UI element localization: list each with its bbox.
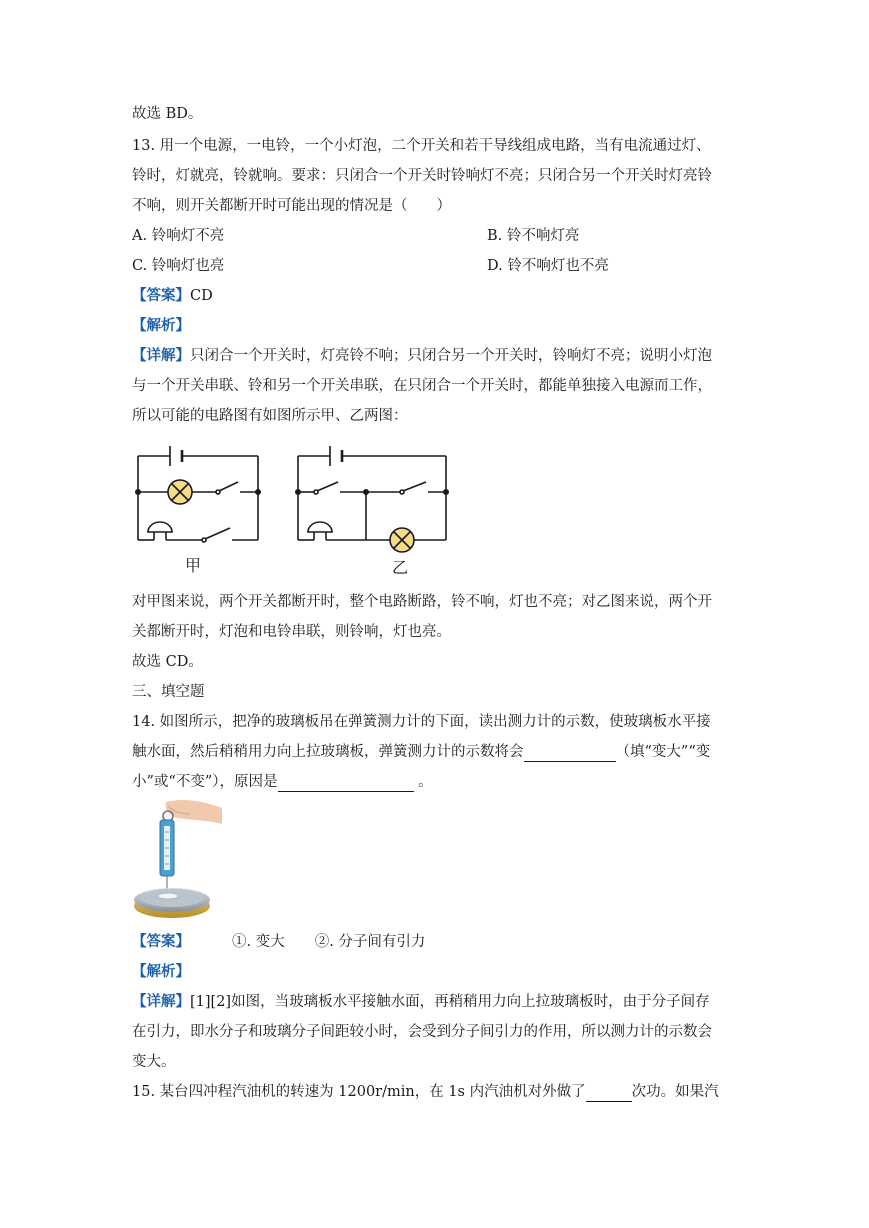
q14-stem-text: 触水面，然后稍稍用力向上拉玻璃板，弹簧测力计的示数将会	[132, 744, 524, 760]
q13-detail-line3: 所以可能的电路图有如图所示甲、乙两图：	[132, 408, 408, 424]
q13-analysis-line	[132, 316, 190, 336]
q13-after-line2: 关都断开时，灯泡和电铃串联，则铃响，灯也亮。	[132, 624, 451, 640]
q14-detail-line2: 在引力，即水分子和玻璃分子间距较小时，会受到分子间引力的作用，所以测力计的示数会	[132, 1024, 712, 1040]
glass-plate-icon	[158, 893, 178, 899]
q14-stem-text: 。	[413, 774, 433, 790]
q14-analysis-line	[132, 962, 190, 982]
q14-detail-line1	[132, 992, 710, 1012]
q13-conclusion: 故选 CD。	[132, 654, 203, 670]
q13-option-b: B. 铃不响灯亮	[487, 228, 580, 244]
q13-stem-line3: 不响，则开关都断开时可能出现的情况是（ ）	[132, 198, 451, 214]
switch-icon	[219, 482, 238, 491]
q14-stem-line1: 14. 如图所示，把净的玻璃板吊在弹簧测力计的下面，读出测力计的示数，使玻璃板水平接	[132, 714, 711, 730]
spring-scale-photo	[130, 798, 226, 920]
q13-detail-line2: 与一个开关串联、铃和另一个开关串联，在只闭合一个开关时，都能单独接入电源而工作，	[132, 378, 712, 394]
switch-icon	[317, 482, 338, 491]
q15-stem-line1	[132, 1082, 719, 1102]
bell-icon	[308, 522, 332, 532]
circuit-jia	[136, 446, 260, 542]
q13-answer-line	[132, 286, 213, 306]
circuit-yi	[296, 446, 448, 552]
q14-answer-2: ②. 分子间有引力	[314, 934, 426, 950]
q14-detail-text1: [1][2]如图，当玻璃板水平接触水面，再稍稍用力向上拉玻璃板时，由于分子间存	[190, 994, 710, 1010]
figure-label-yi: 乙	[392, 558, 409, 577]
analysis-tag: 【解析】	[132, 963, 190, 980]
q14-stem-text: （填“变大”“变	[615, 744, 711, 760]
answer-blank	[278, 775, 414, 792]
answer-tag: 【答案】	[132, 933, 190, 950]
figure-label-jia: 甲	[185, 556, 202, 575]
q14-answer-1: ①. 变大	[232, 934, 285, 950]
q14-answer-line	[132, 932, 425, 952]
q13-option-a: A. 铃响灯不亮	[132, 228, 225, 244]
answer-blank	[524, 745, 616, 762]
answer-blank	[586, 1085, 632, 1102]
q15-stem-text: 次功。如果汽	[631, 1084, 719, 1100]
prev-conclusion: 故选 BD。	[132, 106, 203, 122]
q14-stem-line2	[132, 742, 710, 762]
q13-option-c: C. 铃响灯也亮	[132, 258, 225, 274]
switch-icon	[403, 482, 426, 491]
q13-stem-line2: 铃时，灯就亮，铃就响。要求：只闭合一个开关时铃响灯不亮；只闭合另一个开关时灯亮铃	[132, 168, 712, 184]
analysis-tag: 【解析】	[132, 317, 190, 334]
q15-stem-text: 15. 某台四冲程汽油机的转速为 1200r/min，在 1s 内汽油机对外做了	[132, 1084, 586, 1100]
q13-option-d: D. 铃不响灯也不亮	[487, 258, 609, 274]
q13-detail-text1: 只闭合一个开关时，灯亮铃不响；只闭合另一个开关时，铃响灯不亮；说明小灯泡	[190, 348, 712, 364]
hand-icon	[166, 800, 222, 824]
q13-detail-line1	[132, 346, 712, 366]
q14-stem-text: 小”或“不变”），原因是	[132, 774, 278, 790]
bell-icon	[148, 522, 172, 532]
q13-after-line1: 对甲图来说，两个开关都断开时，整个电路断路，铃不响，灯也不亮；对乙图来说，两个开	[132, 594, 712, 610]
q13-stem-line1: 13. 用一个电源，一电铃，一个小灯泡，二个开关和若干导线组成电路，当有电流通过灯、	[132, 138, 711, 154]
q14-detail-line3: 变大。	[132, 1054, 176, 1070]
switch-icon	[205, 528, 230, 539]
answer-tag: 【答案】	[132, 287, 190, 304]
q14-stem-line3	[132, 772, 433, 792]
section-title: 三、填空题	[132, 684, 205, 700]
detail-tag: 【详解】	[132, 993, 190, 1010]
q13-answer: CD	[190, 288, 213, 304]
detail-tag: 【详解】	[132, 347, 190, 364]
